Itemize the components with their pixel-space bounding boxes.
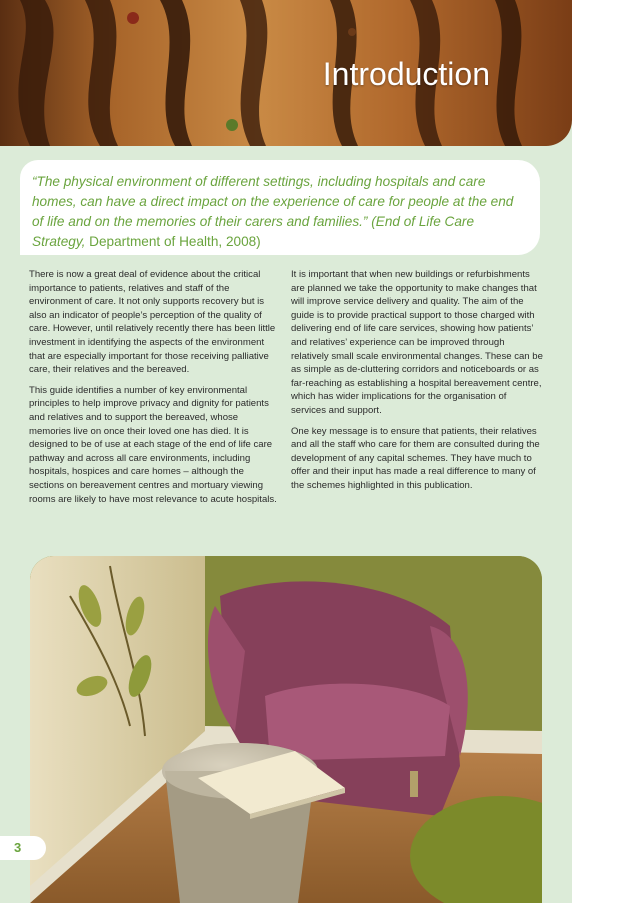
- right-column: [291, 268, 543, 500]
- page-number: 3: [0, 836, 46, 860]
- paragraph: This guide identifies a number of key environmental principles to help improve privacy and dignity for patients and relatives and to support the bereaved, whose memories live on once their loved one has died. It is designed to be of use at each stage of the end of life care pathway and across all care environments, including hospitals, hospices and care homes – although the sections on bereavement centres and mortuary viewing rooms are likely to have most relevance to acute hospitals.: [29, 384, 277, 505]
- paragraph: There is now a great deal of evidence about the critical importance to patients, relatives and staff of the environment of care. It not only supports recovery but is also an indicator of people’s perception of the quality of care. However, until relatively recently there has been little investment in identifying the aspects of the environment that are especially important for those receiving palliative care, their relatives and the bereaved.: [29, 269, 276, 376]
- room-photo: [30, 556, 542, 903]
- page-title: Introduction: [322, 56, 490, 92]
- quote-source: Department of Health, 2008): [85, 234, 261, 249]
- header-image: [0, 0, 572, 146]
- quote-italic: “The physical environment of different settings, including hospitals and care homes, can have a direct impact on the experience of care for people at the end of life and on the memories of their carers and families.” (End of Life Care Strategy,: [32, 174, 514, 249]
- pull-quote: [20, 160, 540, 255]
- quote-text: [32, 172, 524, 252]
- paragraph: It is important that when new buildings or refurbishments are planned we take the opportunity to make changes that will improve service delivery and quality. The aim of the guide is to provide practical support to those charged with delivering end of life care services, showing how patients’ and relatives’ experience can be improved through relatively small scale environmental changes. These can be as simple as de-cluttering corridors and noticeboards or as far-reaching as establishing a hospital bereavement centre, which has wider implications for the organisation of services and support.: [291, 269, 543, 416]
- paragraph: One key message is to ensure that patients, their relatives and all the staff who care for them are consulted during the development of any capital schemes. They have much to offer and their input has made a real difference to many of the schemes highlighted in this publication.: [291, 425, 540, 491]
- armchair-room-illustration: [30, 556, 542, 903]
- left-column: [29, 268, 281, 513]
